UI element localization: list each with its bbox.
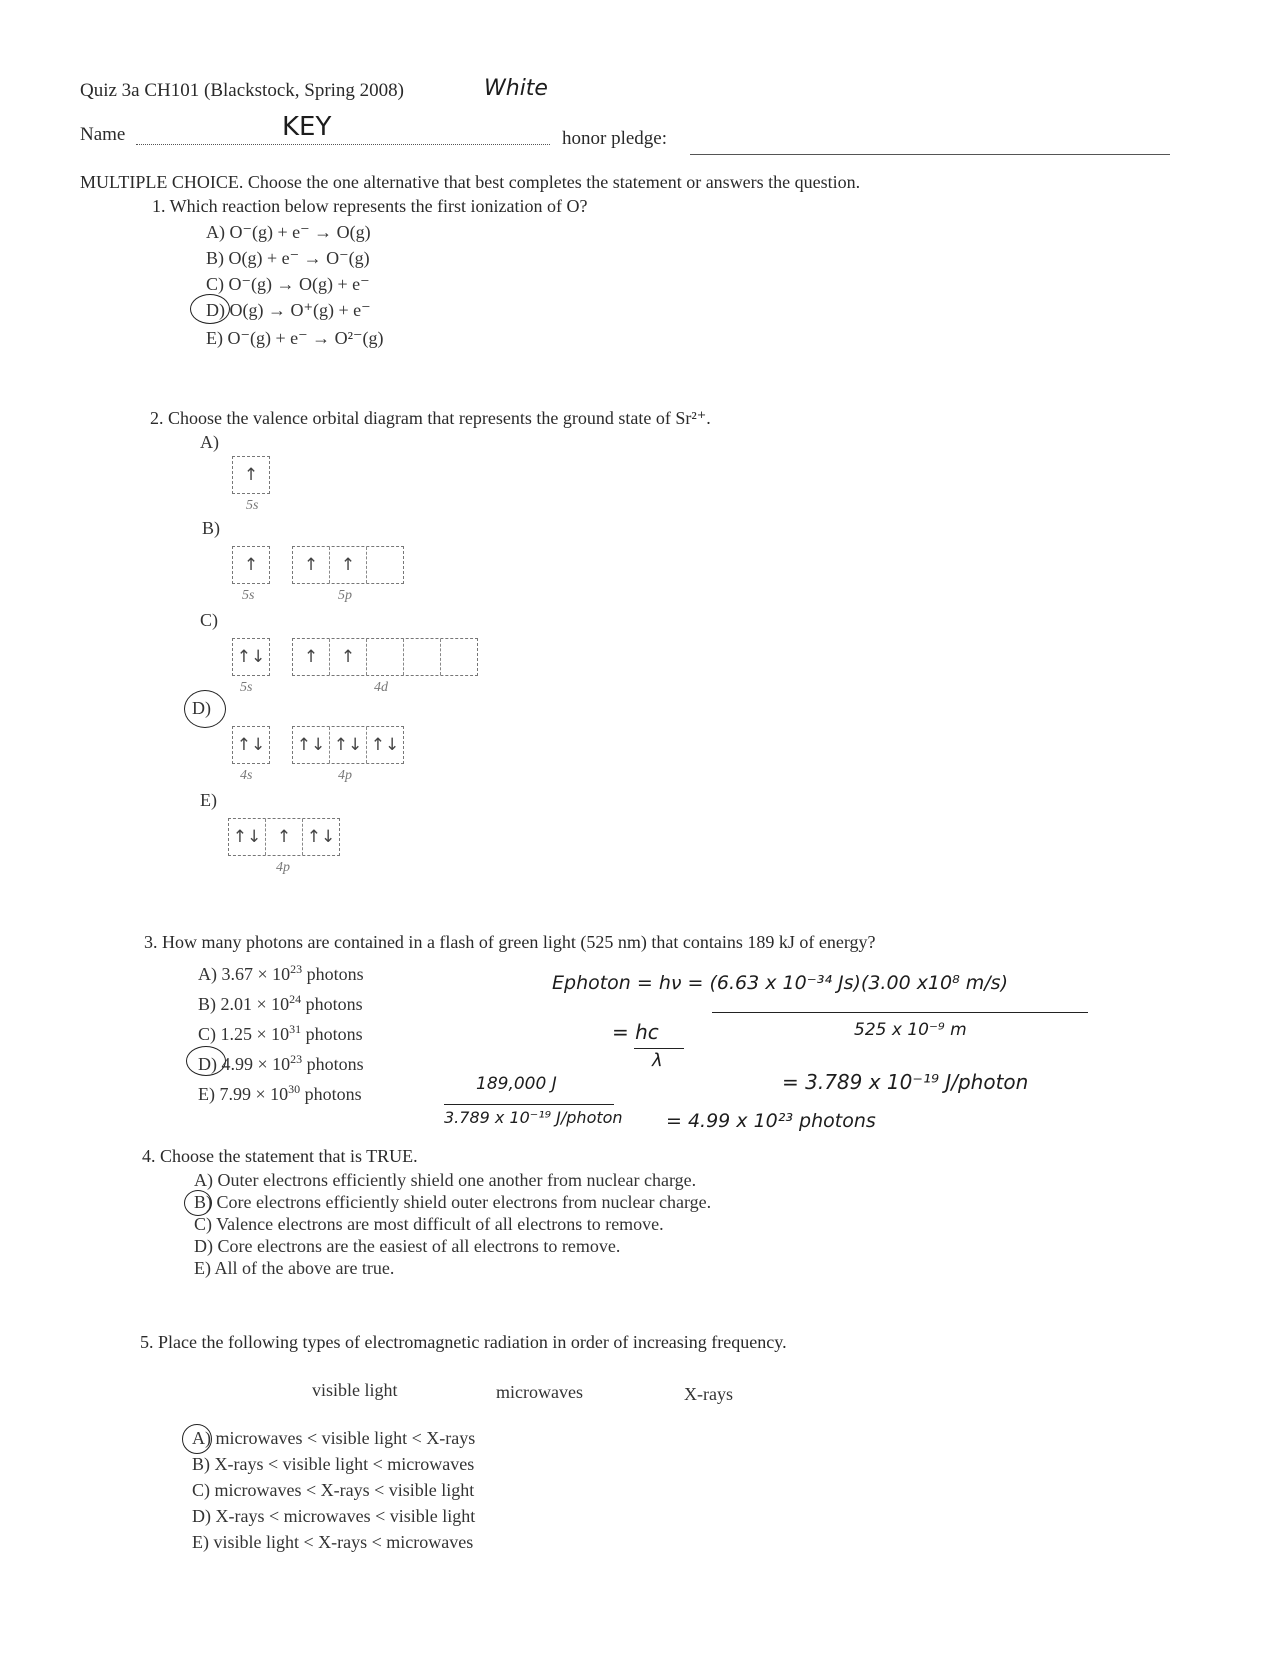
q3-unit: photons — [302, 964, 364, 984]
q3-letter: A) — [198, 964, 217, 984]
q2-label-e: E) — [200, 790, 217, 810]
q3-option-a — [198, 962, 364, 985]
q2-e-orbitals — [228, 818, 340, 856]
q2-a-sublabel: 5s — [246, 498, 259, 513]
q2-d1-orbitals — [232, 726, 270, 764]
q5-item-x-rays: X-rays — [684, 1384, 733, 1404]
q3-work-line4-den: 3.789 x 10⁻¹⁹ J/photon — [444, 1108, 623, 1127]
q3-option-c — [198, 1022, 363, 1045]
q3-mantissa: 1.25 × 10 — [220, 1024, 290, 1044]
orbital-box: ↑↓ — [236, 735, 266, 755]
q4-answer-circle — [184, 1190, 212, 1216]
q1-option-a: A) O⁻(g) + e⁻ → O(g) — [206, 222, 371, 242]
q2-label-b: B) — [202, 518, 220, 538]
q3-work-line2: = hc — [612, 1020, 659, 1044]
q2-b1-orbitals — [232, 546, 270, 584]
q5-item-microwaves: microwaves — [496, 1382, 583, 1402]
q3-unit: photons — [300, 1084, 362, 1104]
q3-exponent: 23 — [290, 962, 303, 976]
q2-b1-sublabel: 5s — [242, 588, 255, 603]
q2-d2-orbitals — [292, 726, 404, 764]
q1-option-d: D) O(g) → O⁺(g) + e⁻ — [206, 300, 371, 320]
q3-option-b — [198, 992, 363, 1015]
q5-answer-circle — [182, 1424, 212, 1454]
q3-exponent: 24 — [289, 992, 302, 1006]
q3-unit: photons — [302, 1054, 364, 1074]
name-line — [136, 144, 550, 145]
q2-prompt: 2. Choose the valence orbital diagram that represents the ground state of Sr²⁺. — [150, 408, 711, 428]
q3-work-line4-num: 189,000 J — [476, 1074, 557, 1094]
q2-answer-circle — [184, 690, 226, 728]
q3-letter: D) — [198, 1054, 217, 1074]
name-label: Name — [80, 124, 126, 145]
q5-option-e: E) visible light < X-rays < microwaves — [192, 1532, 474, 1552]
q5-item-visible-light: visible light — [312, 1380, 398, 1400]
q3-letter: B) — [198, 994, 216, 1014]
orbital-box: ↑ — [293, 639, 330, 675]
q2-e-sublabel: 4p — [276, 860, 290, 875]
q3-unit: photons — [301, 1024, 363, 1044]
q3-prompt: 3. How many photons are contained in a flash of green light (525 nm) that contains 189 kJ of energy? — [144, 932, 876, 952]
q5-option-d: D) X-rays < microwaves < visible light — [192, 1506, 476, 1526]
q1-option-c: C) O⁻(g) → O(g) + e⁻ — [206, 274, 370, 294]
q2-d2-sublabel: 4p — [338, 768, 352, 783]
q3-work-fraction-bar — [712, 1012, 1088, 1013]
q3-exponent: 23 — [290, 1052, 303, 1066]
orbital-box: ↑ — [330, 547, 367, 583]
q5-prompt: 5. Place the following types of electromagnetic radiation in order of increasing frequency. — [140, 1332, 787, 1352]
q3-mantissa: 3.67 × 10 — [221, 964, 291, 984]
q5-option-c: C) microwaves < X-rays < visible light — [192, 1480, 475, 1500]
q2-c2-sublabel: 4d — [374, 680, 388, 695]
q3-work-line1: Ephoton = hν = (6.63 x 10⁻³⁴ Js)(3.00 x10⁸ m/s) — [552, 972, 1008, 994]
q1-prompt: 1. Which reaction below represents the first ionization of O? — [152, 196, 588, 216]
q4-option-e: E) All of the above are true. — [194, 1258, 395, 1278]
q3-work-line3: = 3.789 x 10⁻¹⁹ J/photon — [782, 1070, 1029, 1094]
q3-mantissa: 4.99 × 10 — [221, 1054, 291, 1074]
name-handwritten: KEY — [282, 112, 332, 142]
quiz-title: Quiz 3a CH101 (Blackstock, Spring 2008) — [80, 80, 405, 101]
q2-label-c: C) — [200, 610, 218, 630]
orbital-box: ↑↓ — [330, 727, 367, 763]
orbital-box — [404, 639, 441, 675]
version-handwritten: White — [484, 76, 548, 101]
q5-option-a: A) microwaves < visible light < X-rays — [192, 1428, 476, 1448]
q3-letter: C) — [198, 1024, 216, 1044]
orbital-box: ↑↓ — [370, 735, 400, 755]
q1-option-b: B) O(g) + e⁻ → O⁻(g) — [206, 248, 370, 268]
q4-option-d: D) Core electrons are the easiest of all electrons to remove. — [194, 1236, 621, 1256]
orbital-box: ↑ — [243, 465, 259, 485]
q3-exponent: 31 — [289, 1022, 302, 1036]
q3-answer-circle — [186, 1046, 226, 1076]
q4-option-c: C) Valence electrons are most difficult of all electrons to remove. — [194, 1214, 664, 1234]
orbital-box: ↑ — [330, 639, 367, 675]
orbital-box: ↑↓ — [306, 827, 336, 847]
q3-work-line4-bar — [444, 1104, 614, 1105]
q3-unit: photons — [301, 994, 363, 1014]
honor-line — [690, 154, 1170, 155]
q3-work-line4-result: = 4.99 x 10²³ photons — [666, 1110, 876, 1132]
q3-exponent: 30 — [288, 1082, 301, 1096]
q2-c2-orbitals — [292, 638, 478, 676]
q3-work-hc-bar — [634, 1048, 684, 1049]
q4-option-a: A) Outer electrons efficiently shield one another from nuclear charge. — [194, 1170, 697, 1190]
q3-work-line2-den: λ — [652, 1050, 663, 1071]
q2-label-a: A) — [200, 432, 219, 452]
orbital-box — [367, 639, 404, 675]
orbital-box — [441, 639, 477, 675]
q2-c1-orbitals — [232, 638, 270, 676]
orbital-box: ↑↓ — [229, 819, 266, 855]
q2-label-d: D) — [192, 698, 211, 718]
orbital-box — [367, 547, 403, 583]
orbital-box: ↑↓ — [236, 647, 266, 667]
q3-work-line1-den: 525 x 10⁻⁹ m — [854, 1020, 967, 1040]
q2-b2-orbitals — [292, 546, 404, 584]
orbital-box: ↑ — [293, 547, 330, 583]
q4-option-b: B) Core electrons efficiently shield outer electrons from nuclear charge. — [194, 1192, 712, 1212]
q3-letter: E) — [198, 1084, 215, 1104]
q2-b2-sublabel: 5p — [338, 588, 352, 603]
q3-mantissa: 7.99 × 10 — [219, 1084, 289, 1104]
q1-option-e: E) O⁻(g) + e⁻ → O²⁻(g) — [206, 328, 384, 348]
q2-c1-sublabel: 5s — [240, 680, 253, 695]
honor-label: honor pledge: — [562, 128, 668, 149]
q2-d1-sublabel: 4s — [240, 768, 253, 783]
q4-prompt: 4. Choose the statement that is TRUE. — [142, 1146, 418, 1166]
q1-answer-circle — [190, 294, 230, 324]
instructions: MULTIPLE CHOICE. Choose the one alternative that best completes the statement or answers the question. — [80, 172, 861, 192]
orbital-box: ↑ — [266, 819, 303, 855]
q3-mantissa: 2.01 × 10 — [220, 994, 290, 1014]
q2-a-orbitals — [232, 456, 270, 494]
q3-option-e — [198, 1082, 362, 1105]
orbital-box: ↑ — [243, 555, 259, 575]
q5-option-b: B) X-rays < visible light < microwaves — [192, 1454, 475, 1474]
orbital-box: ↑↓ — [293, 727, 330, 763]
